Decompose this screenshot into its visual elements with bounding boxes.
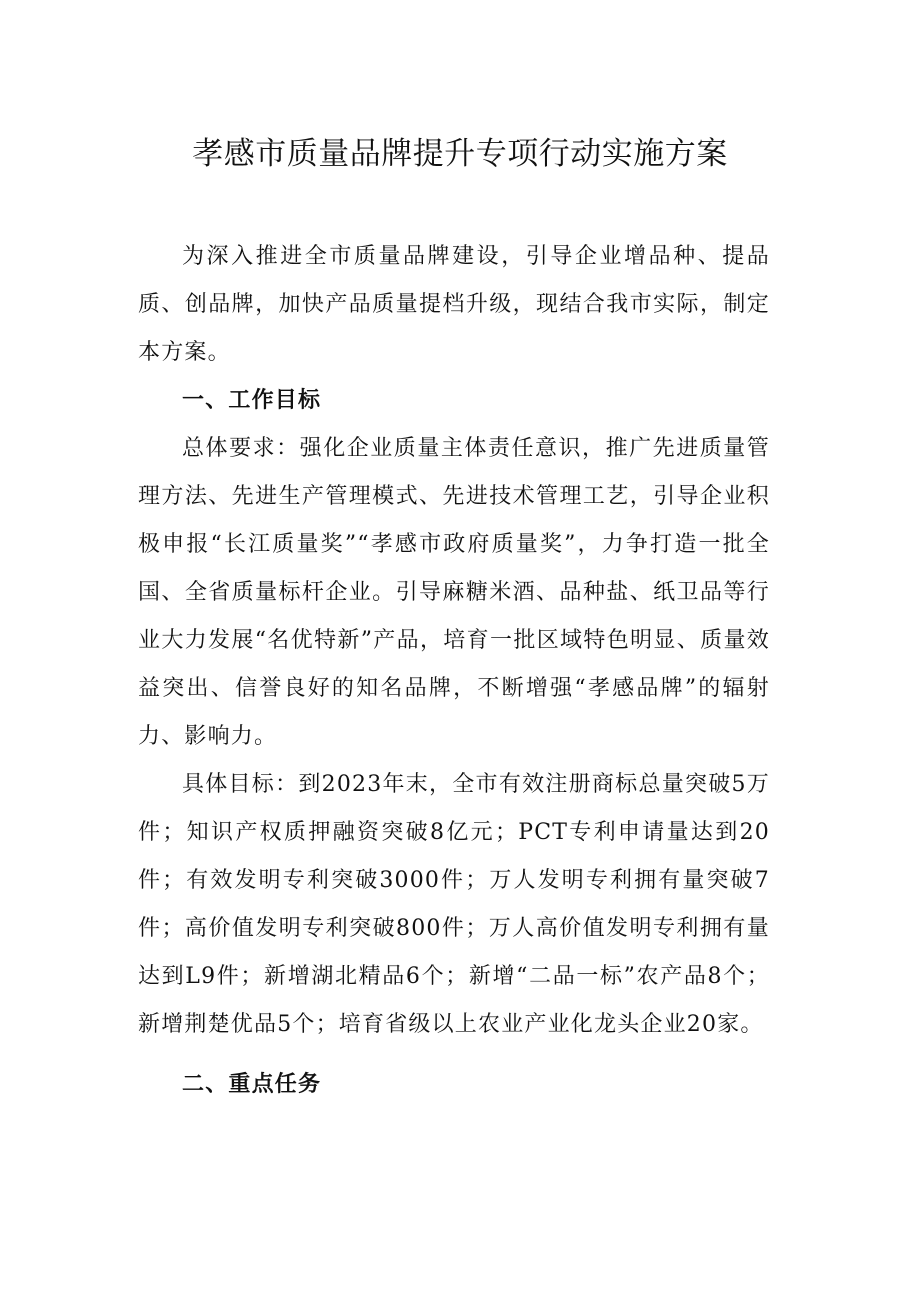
overall-requirements-paragraph: 总体要求：强化企业质量主体责任意识，推广先进质量管理方法、先进生产管理模式、先进技术管理工艺，引导企业积极申报“长江质量奖”“孝感市政府质量奖”，力争打造一批全国、全省质量标杆企业。引导麻糖米酒、品种盐、纸卫品等行业大力发展“名优特新”产品，培育一批区域特色明显、质量效益突出、信誉良好的知名品牌，不断增强“孝感品牌”的辐射力、影响力。	[138, 436, 770, 749]
document-body	[138, 233, 770, 1109]
section-heading-key-tasks: 二、重点任务	[182, 1072, 322, 1097]
specific-targets-paragraph: 具体目标：到2023年末，全市有效注册商标总量突破5万件；知识产权质押融资突破8亿元；PCT专利申请量达到20件；有效发明专利突破3000件；万人发明专利拥有量突破7件；高价值发明专利突破800件；万人高价值发明专利拥有量达到L9件；新增湖北精品6个；新增“二品一标”农产品8个；新增荆楚优品5个；培育省级以上农业产业化龙头企业20家。	[138, 772, 770, 1037]
document-title: 孝感市质量品牌提升专项行动实施方案	[192, 136, 728, 172]
section-heading-goals: 一、工作目标	[182, 388, 322, 413]
intro-paragraph: 为深入推进全市质量品牌建设，引导企业增品种、提品质、创品牌，加快产品质量提档升级，现结合我市实际，制定本方案。	[138, 244, 770, 365]
